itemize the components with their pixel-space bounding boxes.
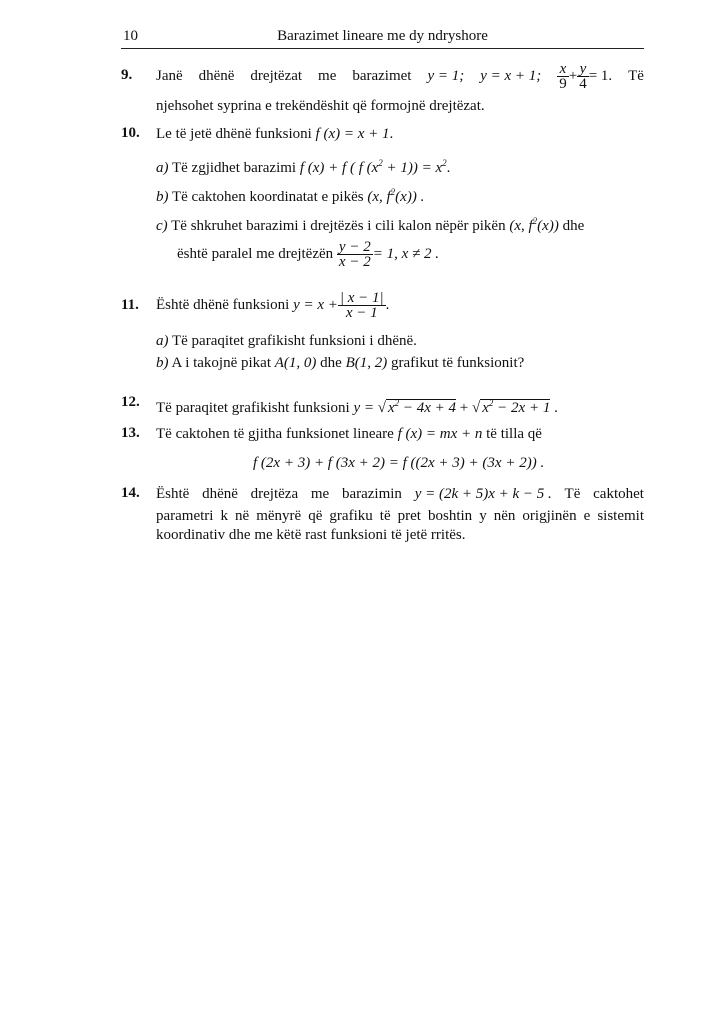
p10-function: f (x) = x + 1 [315, 126, 390, 142]
point-a: A(1, 0) [274, 355, 317, 371]
problem-10-part-b [156, 183, 424, 206]
sqrt-radicand-2: $x^2 - 2x + 1$ [482, 398, 551, 416]
sqrt-symbol: √ [377, 400, 386, 416]
problem-10-line-1: Le të jetë dhënë funksioni f (x) = x + 1. [156, 126, 394, 142]
part-b-label: b) [156, 355, 169, 371]
problem-9-number: 9. [121, 67, 133, 83]
p11-math: y = x + [293, 297, 338, 313]
problem-10-part-c [156, 212, 584, 235]
problem-14-line-2: parametri k në mënyrë që grafiku të pret boshtin y nën origjinën e sistemit [156, 508, 644, 524]
sqrt-radicand-1: $x^2 - 4x + 4$ [387, 398, 457, 416]
part-a-equation: f (x) + f ( f $(x^2 + 1)) = x^2$ [299, 158, 447, 176]
plus-sign: + [568, 67, 578, 84]
p9-equation-2: y = x + 1; [480, 68, 542, 84]
problem-9-line-1 [156, 60, 644, 92]
fraction-numerator: y [577, 62, 589, 77]
part-c-text: Të shkruhet barazimi i drejtëzës i cili kalon nëpër pikën [171, 218, 506, 234]
part-a-text: Të paraqitet grafikisht funksioni i dhënë. [171, 333, 417, 349]
running-header [121, 26, 644, 49]
problem-11-part-b: b) A i takojnë pikat A(1, 0) dhe B(1, 2) grafikut të funksionit? [156, 355, 525, 371]
fraction-denominator: x − 1 [345, 304, 378, 321]
problem-12-line-1: Të paraqitet grafikisht funksioni y = √ $x^2 - 4x + 4$ + √ $x^2 - 2x + 1$ . [156, 398, 558, 416]
p9-word: drejtëzat [250, 68, 303, 84]
fraction-denominator: 9 [559, 75, 567, 92]
part-c-dhe: dhe [562, 218, 585, 234]
p13-text: Të caktohen të gjitha funksionet lineare [156, 426, 394, 442]
problem-14-number: 14. [121, 485, 140, 501]
p10-text: Le të jetë dhënë funksioni [156, 126, 312, 142]
part-c-text-2: është paralel me drejtëzën [177, 246, 334, 262]
problem-12-number: 12. [121, 394, 140, 410]
problem-10-part-a: a) Të zgjidhet barazimi f (x) + f ( f $(x^2 + 1)) = x^2$. [156, 158, 451, 176]
equation-rest: = 1. [588, 67, 613, 84]
part-c-point: (x, $f^2(x)$) [509, 216, 559, 234]
p9-equation-1: y = 1; [427, 68, 465, 84]
page-number: 10 [123, 28, 138, 44]
problem-11-line-1: Është dhënë funksioni y = x + $\frac{| x - 1|}{x - 1}$ . [156, 289, 390, 321]
problem-11-number: 11. [121, 297, 139, 313]
problem-10-part-c-line-2 [177, 236, 439, 272]
problem-9-line-2: njehsohet syprina e trekëndëshit që formojnë drejtëzat. [156, 98, 485, 114]
part-b-text: A i takojnë pikat [171, 355, 272, 371]
part-a-label: a) [156, 333, 169, 349]
fraction-numerator: x [557, 62, 569, 77]
problem-13-number: 13. [121, 425, 140, 441]
p9-word: Të [628, 68, 644, 84]
p9-word: barazimet [352, 68, 412, 84]
problem-10-number: 10. [121, 125, 140, 141]
p9-equation-3 [557, 62, 612, 91]
p12-text: Të paraqitet grafikisht funksioni [156, 400, 350, 416]
p9-word: dhënë [198, 68, 235, 84]
fraction-denominator: x − 2 [338, 253, 371, 270]
p13-function: f (x) = mx + n [397, 426, 483, 442]
p13-text-2: të tilla që [486, 426, 542, 442]
fraction-numerator: y − 2 [338, 238, 371, 255]
fraction-denominator: 4 [579, 75, 587, 92]
problem-14-line-3: koordinativ dhe me këtë rast funksioni të jetë rritës. [156, 527, 466, 543]
header-title: Barazimet lineare me dy ndryshore [277, 28, 488, 44]
part-a-text: Të zgjidhet barazimi [171, 160, 297, 176]
problem-14-line-1: Është dhënë drejtëza me barazimin y = (2k + 5)x + k − 5 . Të caktohet [156, 486, 644, 502]
part-b-point: (x, $f^2(x)$) . [367, 187, 425, 205]
fraction-numerator: | x − 1| [339, 289, 384, 306]
part-c-condition: = 1, x ≠ 2 . [372, 246, 439, 262]
p9-word: Janë [156, 68, 183, 84]
p11-text: Është dhënë funksioni [156, 297, 290, 313]
p9-word: me [318, 68, 337, 84]
part-b-label: b) [156, 189, 169, 205]
sqrt-symbol: √ [472, 400, 481, 416]
part-a-label: a) [156, 160, 169, 176]
problem-11-part-a [156, 332, 417, 350]
problem-13-line-1 [156, 425, 542, 443]
part-c-label: c) [156, 218, 168, 234]
point-b: B(1, 2) [345, 355, 388, 371]
part-b-text: Të caktohen koordinatat e pikës [171, 189, 364, 205]
p14-equation: y = (2k + 5)x + k − 5 . [414, 486, 552, 502]
problem-13-equation: f (2x + 3) + f (3x + 2) = f ((2x + 3) + (3x + 2)) . [253, 455, 545, 471]
